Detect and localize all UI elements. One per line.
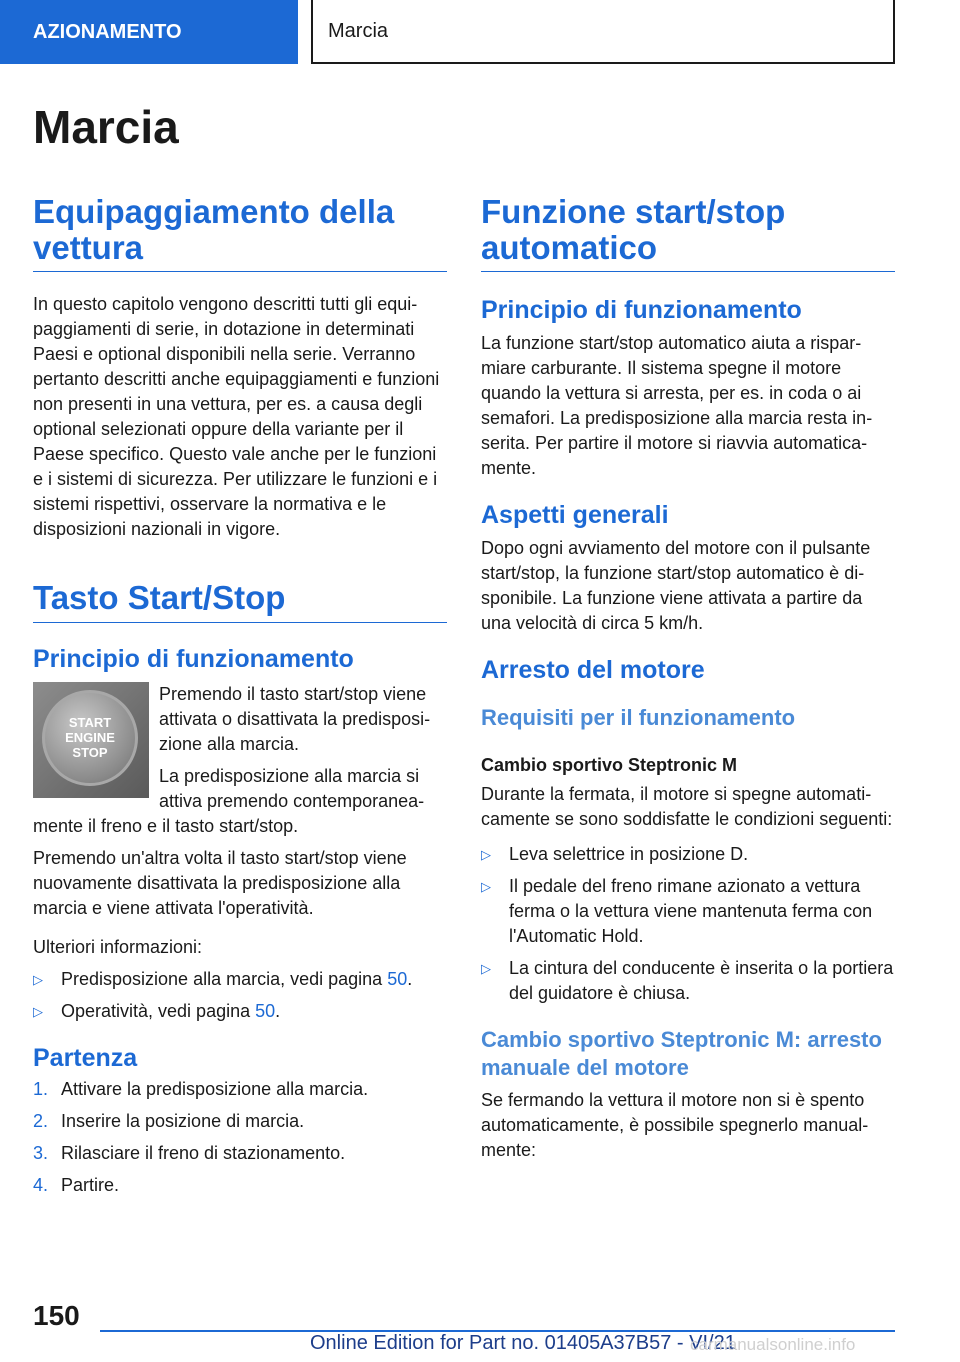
transmission-heading: Cambio sportivo Steptronic M — [481, 755, 738, 776]
step-text: Partire. — [61, 1174, 120, 1195]
list-item-text: Il pedale del freno rimane azionato a vettura ferma o la vettura viene mantenuta ferma con l'Automatic Hold. — [509, 876, 873, 947]
triangle-bullet-icon: ▷ — [481, 879, 491, 895]
step-number: 2. — [33, 1110, 49, 1131]
section-tab — [0, 0, 298, 64]
principle-heading: Principio di funzionamento — [481, 296, 802, 325]
button-text-engine: ENGINE — [65, 730, 115, 746]
equipment-heading: Equipaggiamento della vettura — [33, 194, 447, 272]
principle-heading: Principio di funzionamento — [33, 644, 354, 673]
list-item-text — [61, 967, 412, 992]
step-number: 3. — [33, 1142, 49, 1163]
list-item — [33, 967, 447, 992]
requirements-heading: Requisiti per il funzionamento — [481, 705, 796, 731]
button-text-stop: STOP — [72, 745, 108, 761]
button-text-start: START — [68, 715, 112, 731]
list-item-text: La cintura del conducente è inserita o la portiera del guidatore è chiusa. — [509, 958, 894, 1004]
bullet-text: Predisposizione alla marcia, vedi pagina — [61, 968, 388, 989]
principle-text: La funzione start/stop automatico aiuta a risparmiare carburante. Il sistema spegne il motore quando la vettura si arresta, per es. in coda o ai semafori. La predisposizione alla marcia resta inserita. Per partire il motore si riavvia automaticamente. — [481, 333, 873, 479]
transmission-text: Durante la fermata, il motore si spegne automaticamente se sono soddisfatte le condizioni seguenti: — [481, 784, 893, 830]
bullet-end: . — [407, 968, 413, 989]
step-text: Rilasciare il freno di stazionamento. — [61, 1142, 346, 1163]
general-heading: Aspetti generali — [481, 501, 669, 530]
page-link[interactable]: 50 — [387, 968, 408, 989]
principle-text-1: Premendo il tasto start/stop viene attivata o disattivata la predisposizione alla marcia. — [159, 683, 431, 754]
manual-stop-text: Se fermando la vettura il motore non si è spento automaticamente, è possibile spegnerlo manualmente: — [481, 1090, 869, 1161]
engine-stop-heading: Arresto del motore — [481, 656, 705, 685]
step-item — [33, 1077, 447, 1102]
list-item-text: Leva selettrice in posizione D. — [509, 844, 749, 865]
triangle-bullet-icon: ▷ — [33, 1003, 43, 1019]
chapter-label: Marcia — [328, 19, 389, 42]
start-stop-button-heading: Tasto Start/Stop — [33, 580, 447, 623]
start-engine-stop-button-icon — [42, 690, 138, 786]
auto-start-stop-heading: Funzione start/stop automatico — [481, 194, 895, 272]
list-item — [33, 999, 447, 1024]
step-item — [33, 1109, 447, 1134]
general-text: Dopo ogni avviamento del motore con il pulsante start/stop, la funzione start/stop automatico è disponibile. La funzione viene attivata a partire da una velocità di circa 5 km/h. — [481, 538, 871, 634]
list-item — [481, 956, 895, 1006]
watermark: carmanualsonline.info — [690, 1335, 856, 1354]
more-info-label: Ulteriori informazioni: — [33, 936, 203, 957]
edition-text: Online Edition for Part no. 01405A37B57 - VI/21 — [310, 1332, 736, 1354]
section-tab-label: AZIONAMENTO — [33, 20, 182, 43]
list-item — [481, 874, 895, 949]
principle-text-2: La predisposizione alla marcia si attiva premendo contemporaneamente il freno e il tasto start/stop. — [33, 765, 425, 836]
equipment-text: In questo capitolo vengono descritti tutti gli equipaggiamenti di serie, in dotazione in determinati Paesi e optional disponibili nella serie. Verranno pertanto descritti anche equipaggiamenti e funzioni non presenti in una vettura, per es. a causa degli optional selezionati oppure della variante per il Paese specifico. Questo vale anche per le funzioni e i sistemi di sicurezza. Per utilizzare le funzioni e i sistemi rispettivi, osservare la normativa e le disposizioni nazionali in vigore. — [33, 294, 440, 540]
triangle-bullet-icon: ▷ — [481, 847, 491, 863]
right-column — [481, 194, 895, 1163]
start-stop-button-image — [33, 682, 149, 798]
page-number: 150 — [33, 1300, 80, 1331]
bullet-end: . — [275, 1000, 281, 1021]
page-title: Marcia — [33, 101, 179, 153]
step-item — [33, 1141, 447, 1166]
list-item — [481, 842, 895, 867]
left-column — [33, 194, 447, 1198]
step-text: Attivare la predisposizione alla marcia. — [61, 1078, 369, 1099]
page-link[interactable]: 50 — [255, 1000, 276, 1021]
manual-stop-heading: Cambio sportivo Steptronic M: arresto manuale del motore — [481, 1027, 882, 1081]
bullet-text: Operatività, vedi pagina — [61, 1000, 256, 1021]
triangle-bullet-icon: ▷ — [481, 961, 491, 977]
triangle-bullet-icon: ▷ — [33, 971, 43, 987]
step-text: Inserire la posizione di marcia. — [61, 1110, 305, 1131]
principle-text-3: Premendo un'altra volta il tasto start/stop viene nuovamente disattivata la predisposizione alla marcia e viene attivata l'operatività. — [33, 847, 407, 918]
step-number: 4. — [33, 1174, 49, 1195]
step-number: 1. — [33, 1078, 49, 1099]
chapter-header — [311, 0, 895, 64]
list-item-text — [61, 999, 280, 1024]
departure-heading: Partenza — [33, 1043, 138, 1072]
step-item — [33, 1173, 447, 1198]
